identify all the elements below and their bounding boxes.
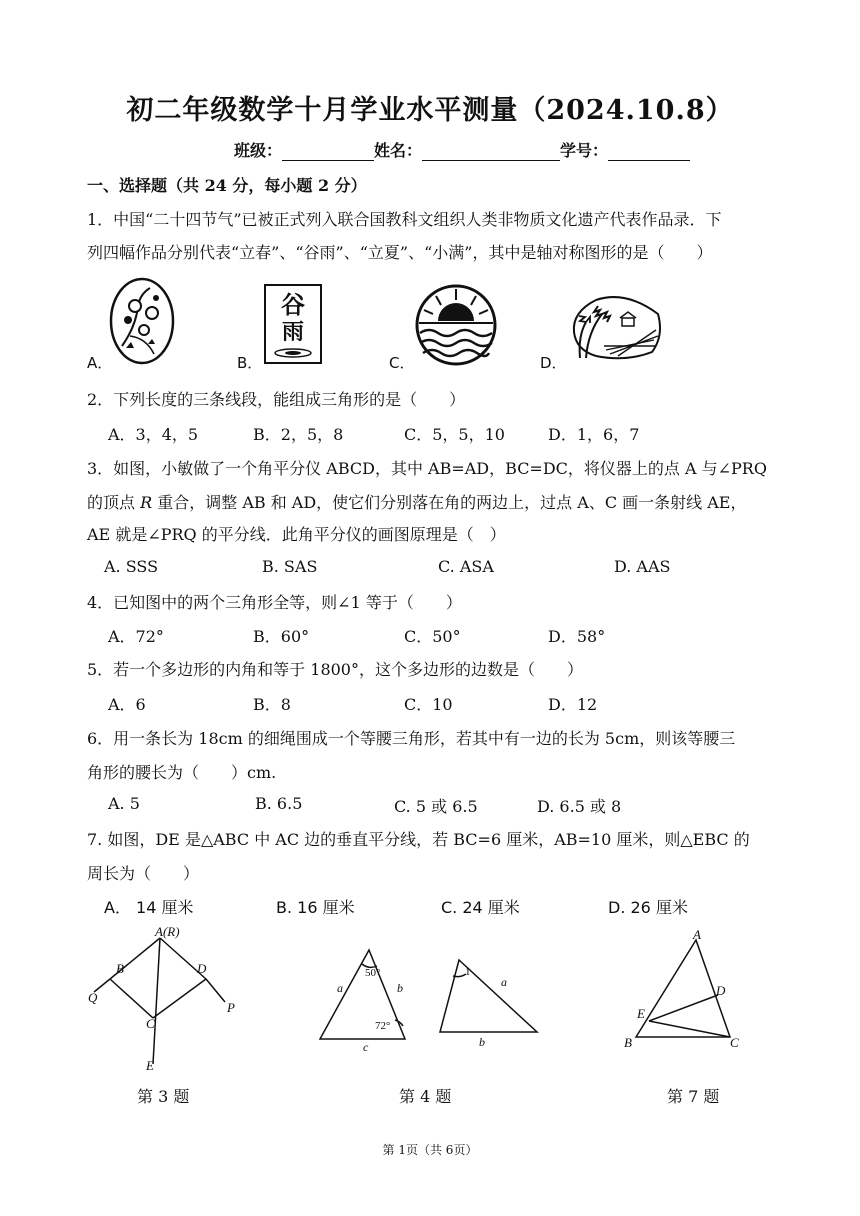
q3-line2-b: 重合，调整 AB 和 AD，使它们分别落在角的两边上，过点 A、C 画一条射线 AE， bbox=[152, 493, 747, 512]
fig3-label-e: E bbox=[146, 1058, 154, 1073]
fig3-label-d: D bbox=[197, 961, 207, 976]
page-title: 初二年级数学十月学业水平测量（2024.10.8） bbox=[126, 95, 734, 126]
q3-line2-a: 的顶点 bbox=[87, 493, 141, 512]
figure-3-caption: 第 3 题 bbox=[137, 1087, 190, 1106]
fig3-label-a: A(R) bbox=[155, 924, 180, 939]
fig4-side-a: a bbox=[337, 981, 343, 995]
figure-7-diagram bbox=[618, 926, 748, 1054]
fig7-label-a: A bbox=[693, 927, 701, 942]
q6-line1: 6．用一条长为 18cm 的细绳围成一个等腰三角形，若其中有一边的长为 5cm，则该等腰三 bbox=[87, 729, 736, 748]
q2-option-a[interactable]: A．3，4，5 bbox=[108, 425, 199, 444]
q1-line2: 列四幅作品分别代表“立春”、“谷雨”、“立夏”、“小满”，其中是轴对称图形的是（ ） bbox=[87, 243, 713, 262]
q5-option-d[interactable]: D．12 bbox=[548, 695, 598, 714]
grain-full-image bbox=[566, 292, 664, 364]
class-label: 班级： bbox=[234, 141, 283, 160]
q1-option-a-label: A． bbox=[87, 354, 113, 372]
q7-option-b[interactable]: B. 16 厘米 bbox=[276, 898, 355, 917]
q7-option-c[interactable]: C. 24 厘米 bbox=[441, 898, 520, 917]
page-footer: 第 1页（共 6页） bbox=[382, 1143, 478, 1157]
q5-option-a[interactable]: A．6 bbox=[108, 695, 146, 714]
q3-option-c[interactable]: C. ASA bbox=[438, 557, 494, 576]
q6-option-d[interactable]: D. 6.5 或 8 bbox=[537, 797, 622, 816]
fig4-angle-1: 1 bbox=[465, 966, 471, 978]
fig4-tri2-side-a: a bbox=[501, 975, 507, 989]
student-info-row bbox=[234, 138, 690, 161]
q7-option-a[interactable]: A． 14 厘米 bbox=[104, 898, 194, 917]
q2-option-c[interactable]: C．5，5，10 bbox=[404, 425, 505, 444]
summer-sun-image bbox=[414, 283, 498, 367]
q6-option-a[interactable]: A. 5 bbox=[108, 794, 140, 813]
fig3-label-c: C bbox=[146, 1016, 155, 1031]
q1-option-c-label: C． bbox=[389, 354, 415, 372]
fig7-label-c: C bbox=[730, 1035, 739, 1050]
fig4-angle-top: 50° bbox=[365, 967, 381, 979]
q2-stem: 2．下列长度的三条线段，能组成三角形的是（ ） bbox=[87, 390, 466, 409]
id-blank[interactable] bbox=[608, 144, 690, 161]
q3-option-a[interactable]: A. SSS bbox=[104, 557, 159, 576]
q7-line1: 7. 如图，DE 是△ABC 中 AC 边的垂直平分线，若 BC=6 厘米，AB=10 厘米，则△EBC 的 bbox=[87, 830, 750, 849]
q3-line2-r: R bbox=[140, 493, 153, 512]
fig4-angle-right: 72° bbox=[375, 1020, 391, 1032]
q7-option-d[interactable]: D. 26 厘米 bbox=[608, 898, 688, 917]
q5-option-c[interactable]: C．10 bbox=[404, 695, 453, 714]
figure-4-caption: 第 4 题 bbox=[399, 1087, 452, 1106]
name-label: 姓名： bbox=[374, 141, 423, 160]
fig7-label-b: B bbox=[624, 1035, 632, 1050]
q6-line2: 角形的腰长为（ ）cm. bbox=[87, 763, 277, 782]
fig3-label-b: B bbox=[116, 961, 124, 976]
q2-option-d[interactable]: D．1，6，7 bbox=[548, 425, 640, 444]
q4-stem: 4．已知图中的两个三角形全等，则∠1 等于（ ） bbox=[87, 593, 462, 612]
q5-option-b[interactable]: B．8 bbox=[253, 695, 291, 714]
grain-rain-char1: 谷 bbox=[281, 291, 305, 319]
fig3-label-q: Q bbox=[88, 990, 98, 1005]
q4-option-c[interactable]: C．50° bbox=[404, 627, 461, 646]
figure-4-diagram bbox=[315, 942, 545, 1054]
q5-stem: 5．若一个多边形的内角和等于 1800°，这个多边形的边数是（ ） bbox=[87, 660, 583, 679]
q3-line1: 3．如图，小敏做了一个角平分仪 ABCD，其中 AB=AD，BC=DC，将仪器上的点 A 与∠PRQ bbox=[87, 459, 767, 478]
fig7-label-d: D bbox=[716, 983, 726, 998]
spring-blossom-image bbox=[108, 276, 176, 366]
q1-option-b-label: B． bbox=[237, 354, 263, 372]
q6-option-b[interactable]: B. 6.5 bbox=[255, 794, 303, 813]
id-label: 学号： bbox=[560, 141, 609, 160]
q1-line1: 1．中国“二十四节气”已被正式列入联合国教科文组织人类非物质文化遗产代表作品录．下 bbox=[87, 210, 722, 229]
q3-line3: AE 就是∠PRQ 的平分线．此角平分仪的画图原理是（ ） bbox=[87, 525, 506, 544]
q4-option-a[interactable]: A．72° bbox=[108, 627, 164, 646]
fig4-side-c: c bbox=[363, 1040, 369, 1054]
grain-rain-image bbox=[262, 283, 324, 367]
fig4-tri2-side-b: b bbox=[479, 1035, 485, 1049]
q7-line2: 周长为（ ） bbox=[87, 864, 200, 883]
class-blank[interactable] bbox=[282, 144, 374, 161]
q3-line2 bbox=[87, 490, 746, 513]
name-blank[interactable] bbox=[422, 144, 560, 161]
q2-option-b[interactable]: B．2，5，8 bbox=[253, 425, 344, 444]
figure-7-caption: 第 7 题 bbox=[667, 1087, 720, 1106]
fig4-side-b: b bbox=[397, 981, 403, 995]
q6-option-c[interactable]: C. 5 或 6.5 bbox=[394, 797, 478, 816]
q1-option-d-label: D． bbox=[540, 354, 567, 372]
grain-rain-char2: 雨 bbox=[281, 320, 305, 345]
q3-option-d[interactable]: D. AAS bbox=[614, 557, 671, 576]
fig7-label-e: E bbox=[637, 1006, 645, 1021]
q4-option-b[interactable]: B．60° bbox=[253, 627, 310, 646]
figure-3-diagram bbox=[80, 922, 250, 1074]
section-heading: 一、选择题（共 24 分，每小题 2 分） bbox=[87, 176, 367, 195]
q3-option-b[interactable]: B. SAS bbox=[262, 557, 318, 576]
fig3-label-p: P bbox=[227, 1000, 235, 1015]
q4-option-d[interactable]: D．58° bbox=[548, 627, 606, 646]
